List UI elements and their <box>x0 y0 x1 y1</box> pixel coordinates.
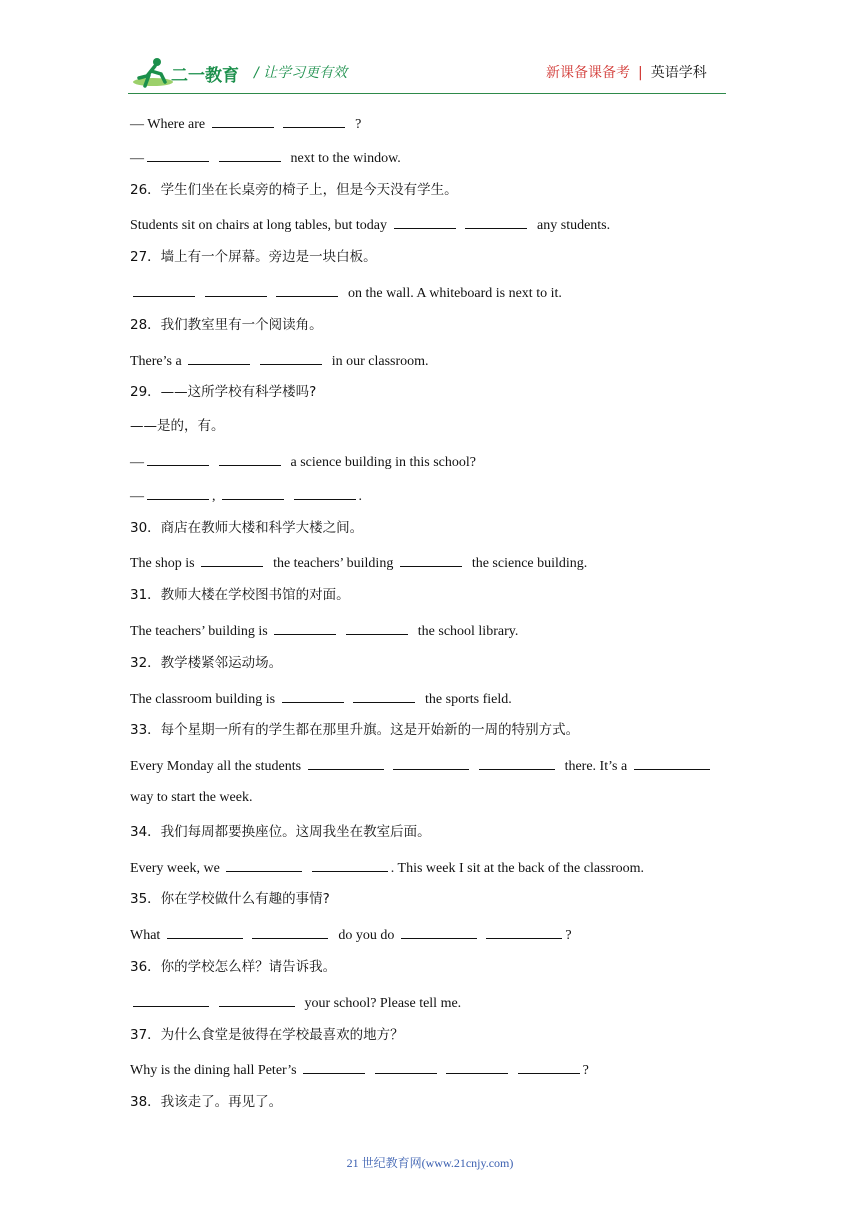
question-line <box>130 654 730 688</box>
question-text: 29．——这所学校有科学楼吗? <box>130 384 317 401</box>
answer-blank[interactable] <box>375 1059 437 1074</box>
answer-blank[interactable] <box>308 755 384 770</box>
sentence-text: — <box>130 454 144 470</box>
answer-line <box>130 552 730 586</box>
sentence-text: Students sit on chairs at long tables, but today <box>130 218 391 234</box>
sentence-text: . This week I sit at the back of the classroom. <box>390 860 645 876</box>
exercise-content <box>130 113 730 1127</box>
sentence-text: Every Monday all the students <box>130 759 305 775</box>
answer-line <box>130 1059 730 1093</box>
sentence-text <box>472 759 476 774</box>
page-footer: 21 世纪教育网(www.21cnjy.com) <box>346 1156 514 1170</box>
question-line <box>130 316 730 350</box>
sentence-text <box>212 455 216 470</box>
answer-blank[interactable] <box>212 113 274 128</box>
question-text: 32．教学楼紧邻运动场。 <box>130 654 283 671</box>
question-line <box>130 958 730 992</box>
header-separator: | <box>638 65 643 81</box>
sentence-text: a science building in this school? <box>283 454 476 470</box>
sentence-text: The classroom building is <box>130 691 279 707</box>
question-text: 31．教师大楼在学校图书馆的对面。 <box>130 587 350 604</box>
sentence-text <box>347 692 351 707</box>
sentence-text: there. It’s a <box>557 759 631 775</box>
sentence-text: any students. <box>530 218 611 234</box>
question-line <box>130 519 730 553</box>
answer-line <box>130 857 730 891</box>
sentence-text: What <box>130 928 164 944</box>
question-line <box>130 1093 730 1127</box>
answer-blank[interactable] <box>393 755 469 770</box>
sentence-text <box>459 218 463 233</box>
sentence-text <box>253 354 257 369</box>
sentence-text <box>212 996 216 1011</box>
sentence-text: . <box>358 488 362 504</box>
answer-blank[interactable] <box>401 924 477 939</box>
answer-blank[interactable] <box>312 857 388 872</box>
question-text: 33．每个星期一所有的学生都在那里升旗。这是开始新的一周的特别方式。 <box>130 722 580 739</box>
question-text: 36．你的学校怎么样？请告诉我。 <box>130 958 337 975</box>
logo <box>131 56 241 90</box>
sentence-text <box>387 759 391 774</box>
answer-line <box>130 451 730 485</box>
answer-line <box>130 113 730 147</box>
answer-blank[interactable] <box>446 1059 508 1074</box>
answer-blank[interactable] <box>147 485 209 500</box>
header-divider <box>128 93 726 94</box>
question-text: 27．墙上有一个屏幕。旁边是一块白板。 <box>130 249 377 266</box>
answer-blank[interactable] <box>167 924 243 939</box>
sentence-text: The shop is <box>130 556 199 572</box>
sentence-text <box>246 928 250 943</box>
answer-line <box>130 147 730 181</box>
question-text: ——是的，有。 <box>130 418 225 435</box>
question-text: 38．我该走了。再见了。 <box>130 1094 283 1111</box>
sentence-text: — Where are <box>130 117 209 132</box>
sentence-text <box>368 1063 372 1078</box>
answer-line <box>130 350 730 384</box>
answer-blank[interactable] <box>465 214 527 229</box>
sentence-text: next to the window. <box>283 150 401 166</box>
sentence-text: the sports field. <box>418 691 512 707</box>
answer-line <box>130 992 730 1026</box>
answer-blank[interactable] <box>274 620 336 635</box>
answer-blank[interactable] <box>252 924 328 939</box>
sentence-text: , <box>212 488 219 504</box>
sentence-text: — <box>130 488 144 504</box>
sentence-text: the teachers’ building <box>266 556 397 572</box>
answer-blank[interactable] <box>634 755 710 770</box>
answer-blank[interactable] <box>346 620 408 635</box>
answer-blank[interactable] <box>201 552 263 567</box>
question-text: 34．我们每周都要换座位。这周我坐在教室后面。 <box>130 823 431 840</box>
sentence-text <box>339 624 343 639</box>
sentence-text: do you do <box>331 928 398 944</box>
question-line <box>130 417 730 451</box>
sentence-text <box>198 286 202 301</box>
sentence-text <box>305 861 309 876</box>
sentence-text: The teachers’ building is <box>130 623 272 639</box>
sentence-text <box>480 928 484 943</box>
question-line <box>130 1026 730 1060</box>
sentence-text: your school? Please tell me. <box>297 995 462 1011</box>
answer-blank[interactable] <box>394 214 456 229</box>
question-text: 37．为什么食堂是彼得在学校最喜欢的地方？ <box>130 1026 404 1043</box>
sentence-text: the school library. <box>410 623 519 639</box>
answer-blank[interactable] <box>518 1059 580 1074</box>
sentence-text: the science building. <box>464 556 588 572</box>
sentence-text <box>277 117 281 132</box>
sentence-text: in our classroom. <box>324 353 429 369</box>
answer-blank[interactable] <box>219 451 281 466</box>
sentence-text: Why is the dining hall Peter’s <box>130 1063 301 1079</box>
question-line <box>130 721 730 755</box>
answer-blank[interactable] <box>219 992 295 1007</box>
answer-blank[interactable] <box>222 485 284 500</box>
sentence-text <box>511 1063 515 1078</box>
slogan: / 让学习更有效 <box>254 65 348 81</box>
question-line <box>130 383 730 417</box>
answer-blank[interactable] <box>133 282 195 297</box>
answer-line <box>130 214 730 248</box>
answer-line <box>130 485 730 519</box>
question-line <box>130 248 730 282</box>
answer-blank[interactable] <box>226 857 302 872</box>
logo-text: 二一教育 <box>171 66 239 86</box>
sentence-text: Every week, we <box>130 860 224 876</box>
sentence-text: way to start the week. <box>130 789 253 805</box>
sentence-text: ? <box>565 928 572 944</box>
answer-blank[interactable] <box>147 451 209 466</box>
question-text: 30．商店在教师大楼和科学大楼之间。 <box>130 519 364 536</box>
runner-logo-icon <box>131 56 241 90</box>
sentence-text <box>212 151 216 166</box>
sentence-text: on the wall. A whiteboard is next to it. <box>341 285 562 301</box>
answer-blank[interactable] <box>294 485 356 500</box>
question-text: 28．我们教室里有一个阅读角。 <box>130 316 323 333</box>
question-line <box>130 181 730 215</box>
sentence-text: ? <box>348 117 362 132</box>
answer-line <box>130 755 730 789</box>
answer-blank[interactable] <box>353 688 415 703</box>
question-text: 26．学生们坐在长桌旁的椅子上，但是今天没有学生。 <box>130 181 458 198</box>
sentence-text: ? <box>582 1063 589 1079</box>
sentence-text <box>270 286 274 301</box>
question-line <box>130 890 730 924</box>
sentence-text <box>440 1063 444 1078</box>
page-header <box>0 0 860 100</box>
answer-blank[interactable] <box>479 755 555 770</box>
answer-blank[interactable] <box>147 147 209 162</box>
answer-line <box>130 688 730 722</box>
answer-blank[interactable] <box>303 1059 365 1074</box>
answer-line <box>130 924 730 958</box>
answer-blank[interactable] <box>283 113 345 128</box>
brand-right: 新课备课备考 <box>546 65 630 81</box>
question-line <box>130 586 730 620</box>
sentence-text: There’s a <box>130 353 186 369</box>
answer-line <box>130 282 730 316</box>
question-line <box>130 823 730 857</box>
sentence-text: — <box>130 150 144 166</box>
answer-blank[interactable] <box>400 552 462 567</box>
answer-blank[interactable] <box>486 924 562 939</box>
answer-line <box>130 620 730 654</box>
answer-line <box>130 789 730 823</box>
header-right <box>546 62 707 82</box>
answer-blank[interactable] <box>205 282 267 297</box>
answer-blank[interactable] <box>219 147 281 162</box>
question-text: 35．你在学校做什么有趣的事情? <box>130 891 330 908</box>
answer-blank[interactable] <box>276 282 338 297</box>
answer-blank[interactable] <box>133 992 209 1007</box>
answer-blank[interactable] <box>282 688 344 703</box>
answer-blank[interactable] <box>188 350 250 365</box>
subject-label: 英语学科 <box>650 65 707 81</box>
sentence-text <box>287 489 291 504</box>
answer-blank[interactable] <box>260 350 322 365</box>
